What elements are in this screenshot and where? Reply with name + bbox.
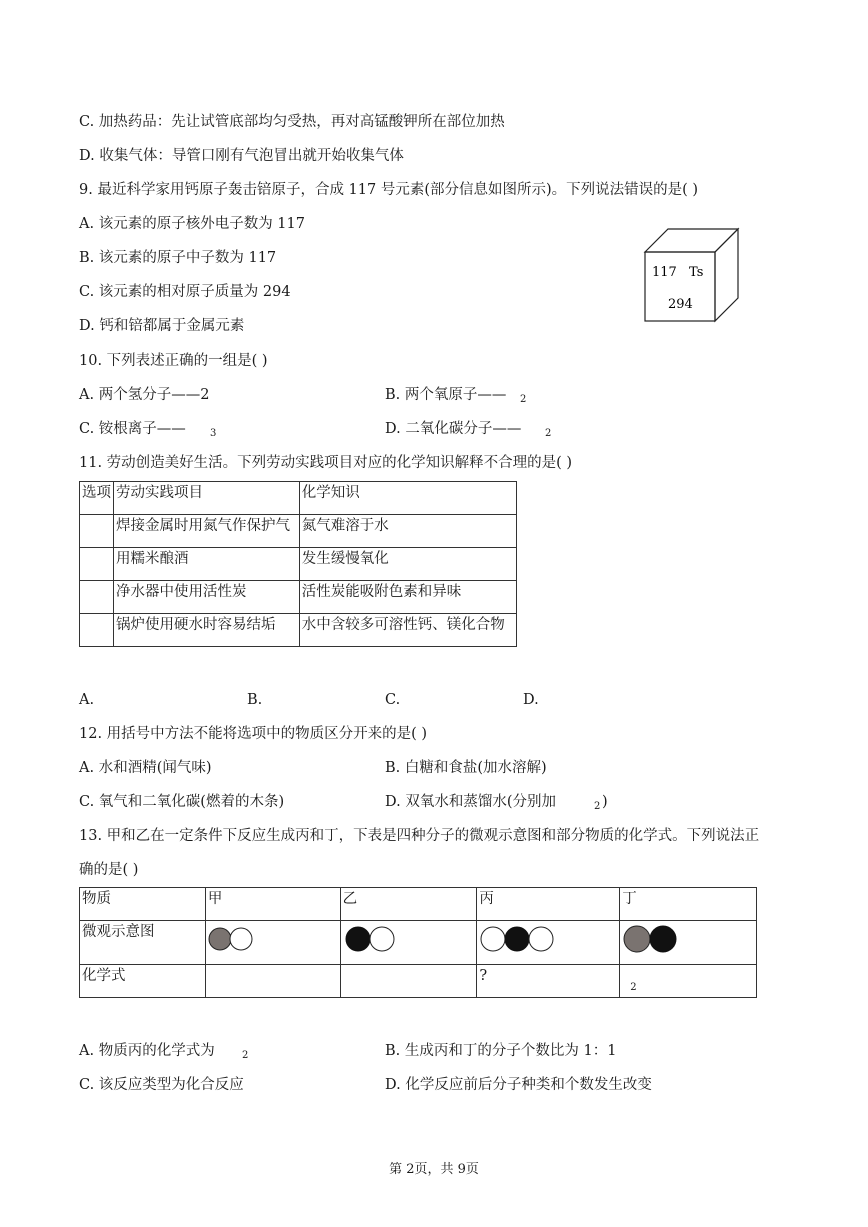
q12-option-b: B. 白糖和食盐(加水溶解) <box>385 760 547 776</box>
table-row <box>80 888 757 921</box>
molecule-yi-cell <box>340 921 477 965</box>
q12-option-a: A. 水和酒精(闻气味) <box>79 760 212 776</box>
element-cube-figure <box>640 224 744 324</box>
substance-ding: 丁 <box>620 888 757 921</box>
table-cell: 水中含较多可溶性钙、镁化合物 <box>299 614 516 647</box>
table-header-cell: 化学知识 <box>299 482 516 515</box>
cube-symbol: Ts <box>689 265 704 280</box>
formula-yi <box>340 965 477 998</box>
molecule-bing-cell <box>477 921 620 965</box>
molecule-ding-cell <box>620 921 757 965</box>
q8-option-d: D. 收集气体：导管口刚有气泡冒出就开始收集气体 <box>79 148 404 164</box>
q9-option-a: A. 该元素的原子核外电子数为 117 <box>79 216 305 232</box>
black-atom <box>346 927 370 951</box>
table-cell: 用糯米酿酒 <box>114 548 300 581</box>
row-label-model: 微观示意图 <box>80 921 206 965</box>
q9-option-b: B. 该元素的原子中子数为 117 <box>79 250 277 266</box>
q10-option-a: A. 两个氢分子——2 <box>79 387 210 403</box>
formula-ding <box>620 965 757 998</box>
black-atom <box>650 926 676 952</box>
q12-option-d: D. 双氧水和蒸馏水(分别加 <box>385 794 556 810</box>
table-row <box>80 614 517 647</box>
table-header-cell: 选项 <box>80 482 114 515</box>
cube-mass: 294 <box>668 297 693 312</box>
molecule-bing <box>479 921 559 957</box>
q12-stem: 12. 用括号中方法不能将选项中的物质区分开来的是( ) <box>79 726 428 742</box>
q11-option-a: A. <box>79 692 95 708</box>
table-row <box>80 965 757 998</box>
q12-option-d-subscript: 2 <box>594 801 601 812</box>
formula-jia <box>205 965 340 998</box>
q10-option-d: D. 二氧化碳分子—— <box>385 421 522 437</box>
substance-yi: 乙 <box>340 888 477 921</box>
q13-option-b: B. 生成丙和丁的分子个数比为 1：1 <box>385 1043 617 1059</box>
q12-option-d-end: ) <box>602 794 608 810</box>
table-cell: 氮气难溶于水 <box>299 515 516 548</box>
gray-atom <box>209 928 231 950</box>
white-atom <box>370 927 394 951</box>
row-label-formula: 化学式 <box>80 965 206 998</box>
white-atom <box>529 927 553 951</box>
table-cell <box>80 614 114 647</box>
table-header-cell: 劳动实践项目 <box>114 482 300 515</box>
q11-option-d: D. <box>523 692 539 708</box>
table-row <box>80 581 517 614</box>
q10-option-c-subscript: 3 <box>210 428 217 439</box>
table-cell <box>80 515 114 548</box>
molecule-ding <box>622 921 682 957</box>
q13-stem-line2: 确的是( ) <box>79 862 139 878</box>
table-cell: 净水器中使用活性炭 <box>114 581 300 614</box>
table-cell: 焊接金属时用氮气作保护气 <box>114 515 300 548</box>
q9-stem: 9. 最近科学家用钙原子轰击锫原子，合成 117 号元素(部分信息如图所示)。下列说法错误的是( ) <box>79 182 699 198</box>
white-atom <box>481 927 505 951</box>
table-cell <box>80 548 114 581</box>
formula-ding-subscript: 2 <box>630 982 637 993</box>
q11-option-c: C. <box>385 692 401 708</box>
substance-jia: 甲 <box>205 888 340 921</box>
molecule-yi <box>343 921 403 957</box>
substance-bing: 丙 <box>477 888 620 921</box>
page-footer: 第 2页，共 9页 <box>389 1162 479 1177</box>
q10-option-d-subscript: 2 <box>545 428 552 439</box>
q9-option-d: D. 钙和锫都属于金属元素 <box>79 318 245 334</box>
row-label-substance: 物质 <box>80 888 206 921</box>
table-row <box>80 515 517 548</box>
table-cell: 锅炉使用硬水时容易结垢 <box>114 614 300 647</box>
q12-option-c: C. 氧气和二氧化碳(燃着的木条) <box>79 794 285 810</box>
q13-option-a-subscript: 2 <box>242 1050 249 1061</box>
q10-option-b: B. 两个氧原子—— <box>385 387 507 403</box>
q11-option-b: B. <box>247 692 263 708</box>
q10-option-b-subscript: 2 <box>520 394 527 405</box>
molecule-jia <box>208 921 268 957</box>
table-header-row <box>80 482 517 515</box>
formula-bing: ? <box>477 965 620 998</box>
table-cell: 发生缓慢氧化 <box>299 548 516 581</box>
gray-atom <box>624 926 650 952</box>
white-atom <box>230 928 252 950</box>
table-row <box>80 921 757 965</box>
q10-option-c: C. 铵根离子—— <box>79 421 186 437</box>
black-atom <box>505 927 529 951</box>
cube-atomic-number: 117 <box>652 265 677 280</box>
molecule-jia-cell <box>205 921 340 965</box>
q11-table <box>79 481 517 647</box>
table-cell <box>80 581 114 614</box>
table-cell: 活性炭能吸附色素和异味 <box>299 581 516 614</box>
q10-stem: 10. 下列表述正确的一组是( ) <box>79 353 268 369</box>
q13-option-d: D. 化学反应前后分子种类和个数发生改变 <box>385 1077 652 1093</box>
q9-option-c: C. 该元素的相对原子质量为 294 <box>79 284 291 300</box>
q11-stem: 11. 劳动创造美好生活。下列劳动实践项目对应的化学知识解释不合理的是( ) <box>79 455 573 471</box>
q13-table <box>79 887 757 998</box>
q13-stem-line1: 13. 甲和乙在一定条件下反应生成丙和丁，下表是四种分子的微观示意图和部分物质的化学式。下列说法正 <box>79 828 760 844</box>
q8-option-c: C. 加热药品：先让试管底部均匀受热，再对高锰酸钾所在部位加热 <box>79 114 505 130</box>
q13-option-a: A. 物质丙的化学式为 <box>79 1043 215 1059</box>
q13-option-c: C. 该反应类型为化合反应 <box>79 1077 244 1093</box>
table-row <box>80 548 517 581</box>
